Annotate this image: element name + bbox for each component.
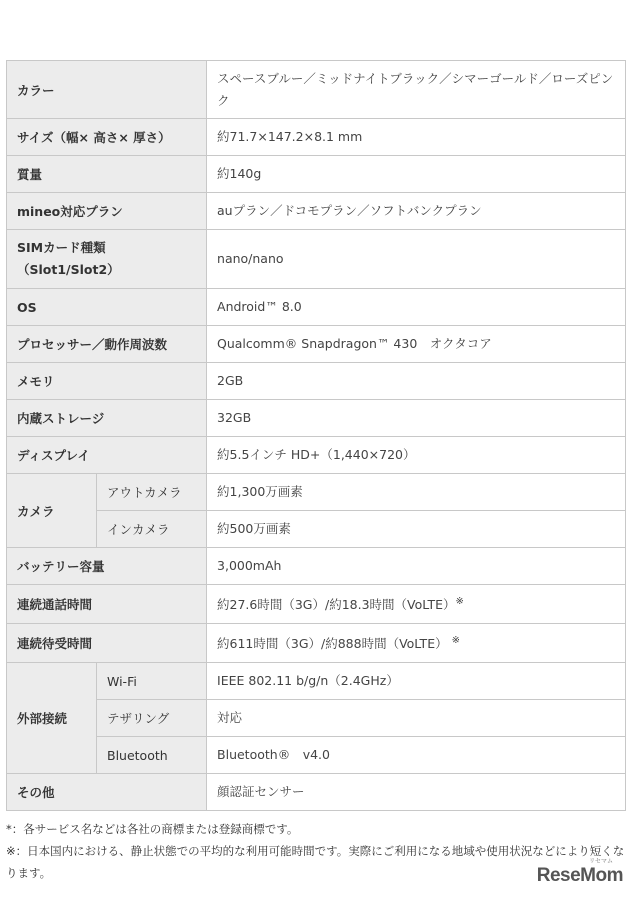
spec-label-line2: （Slot1/Slot2） [17, 262, 120, 277]
spec-row-memory [7, 363, 626, 400]
spec-row-storage [7, 400, 626, 437]
spec-label: 連続待受時間 [7, 624, 207, 663]
spec-value: auプラン／ドコモプラン／ソフトバンクプラン [207, 193, 626, 230]
spec-value: 約1,300万画素 [207, 474, 626, 511]
spec-value: 約71.7×147.2×8.1 mm [207, 119, 626, 156]
spec-value [207, 585, 626, 624]
spec-label: OS [7, 289, 207, 326]
spec-label: mineo対応プラン [7, 193, 207, 230]
spec-row-plan [7, 193, 626, 230]
spec-value: Bluetooth® v4.0 [207, 737, 626, 774]
spec-value: 32GB [207, 400, 626, 437]
spec-value: IEEE 802.11 b/g/n（2.4GHz） [207, 663, 626, 700]
spec-table [6, 60, 626, 811]
spec-row-tethering [7, 700, 626, 737]
spec-label: バッテリー容量 [7, 548, 207, 585]
spec-row-camera-in [7, 511, 626, 548]
spec-value: 2GB [207, 363, 626, 400]
spec-row-display [7, 437, 626, 474]
spec-sublabel: アウトカメラ [97, 474, 207, 511]
spec-sublabel: テザリング [97, 700, 207, 737]
resemom-logo: ReseMom [536, 865, 623, 886]
spec-value: 約5.5インチ HD+（1,440×720） [207, 437, 626, 474]
spec-label: 連続通話時間 [7, 585, 207, 624]
spec-label: カメラ [7, 474, 97, 548]
spec-value: Android™ 8.0 [207, 289, 626, 326]
spec-label: 外部接続 [7, 663, 97, 774]
spec-row-sim [7, 230, 626, 289]
spec-value: 3,000mAh [207, 548, 626, 585]
spec-row-processor [7, 326, 626, 363]
spec-row-standby-time [7, 624, 626, 663]
spec-value-text: 約27.6時間（3G）/約18.3時間（VoLTE） [217, 597, 456, 613]
spec-value: スペースブルー／ミッドナイトブラック／シマーゴールド／ローズピンク [207, 61, 626, 119]
spec-label: サイズ（幅× 高さ× 厚さ） [7, 119, 207, 156]
spec-label: メモリ [7, 363, 207, 400]
spec-label: ディスプレイ [7, 437, 207, 474]
spec-value: 約140g [207, 156, 626, 193]
spec-label: 質量 [7, 156, 207, 193]
spec-row-wifi [7, 663, 626, 700]
footnote-mark: ※ [451, 635, 460, 647]
spec-row-battery [7, 548, 626, 585]
spec-sublabel: Bluetooth [97, 737, 207, 774]
spec-label: カラー [7, 61, 207, 119]
spec-value: nano/nano [207, 230, 626, 289]
footnote-battery: ※：日本国内における、静止状態での平均的な利用可能時間です。実際にご利用になる地域や使用状況などにより短くなります。 [6, 844, 625, 880]
spec-value-text: 約611時間（3G）/約888時間（VoLTE） [217, 636, 448, 652]
spec-value: 顔認証センサー [207, 774, 626, 811]
spec-row-os [7, 289, 626, 326]
spec-value: Qualcomm® Snapdragon™ 430 オクタコア [207, 326, 626, 363]
spec-label: プロセッサー／動作周波数 [7, 326, 207, 363]
footnote-mark: ※ [455, 596, 464, 608]
spec-row-other [7, 774, 626, 811]
logo-subtext: リセマム [589, 858, 613, 865]
spec-row-color [7, 61, 626, 119]
spec-row-camera-out [7, 474, 626, 511]
spec-label [7, 230, 207, 289]
spec-sublabel: Wi-Fi [97, 663, 207, 700]
spec-value: 約500万画素 [207, 511, 626, 548]
spec-label-line1: SIMカード種類 [17, 240, 106, 255]
spec-row-size [7, 119, 626, 156]
spec-row-bluetooth [7, 737, 626, 774]
spec-row-talk-time [7, 585, 626, 624]
spec-sublabel: インカメラ [97, 511, 207, 548]
spec-value: 対応 [207, 700, 626, 737]
spec-label: 内蔵ストレージ [7, 400, 207, 437]
spec-label: その他 [7, 774, 207, 811]
footnote-trademark: *：各サービス名などは各社の商標または登録商標です。 [6, 822, 299, 836]
spec-row-weight [7, 156, 626, 193]
spec-value [207, 624, 626, 663]
footnotes [6, 818, 628, 884]
